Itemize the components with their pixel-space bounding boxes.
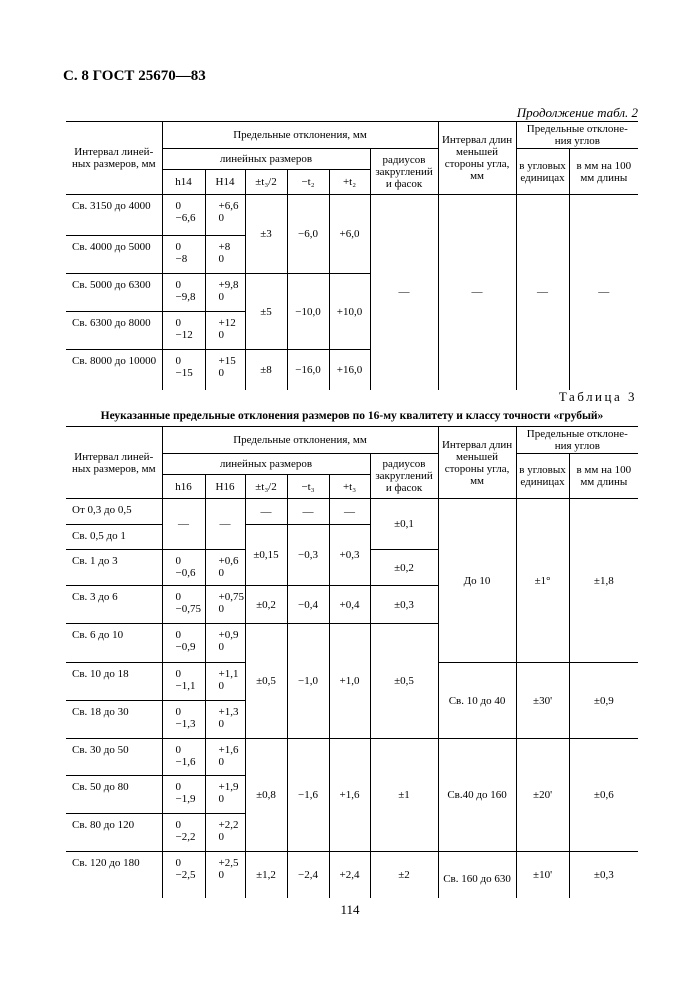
minus-cell: −2,4 (287, 852, 329, 898)
H16-cell: +0,75 0 (205, 586, 245, 624)
header-t3-half: ±t₃/2 (245, 475, 287, 499)
header-angle-units: в угловых единицах (516, 149, 569, 195)
row-interval: Св. 10 до 18 (66, 663, 162, 701)
H16-cell: +1,6 0 (205, 739, 245, 776)
table-3-title: Неуказанные предельные отклонения размеров по 16-му квалитету и классу точности «грубый» (100, 410, 604, 422)
h14-cell: 0 −6,6 (162, 195, 205, 236)
page-number: 114 (340, 902, 360, 917)
table-row (66, 852, 638, 898)
plus-cell: +1,6 (329, 739, 370, 852)
h14-cell: 0 −9,8 (162, 274, 205, 312)
h16-cell: 0 −1,9 (162, 776, 205, 814)
short-side-cell: До 10 (438, 499, 516, 663)
row-interval: Св. 8000 до 10000 (66, 350, 162, 390)
h16-cell: 0 −0,6 (162, 550, 205, 586)
minus-cell: −6,0 (287, 195, 329, 274)
angle-mm-cell: ±0,3 (593, 868, 614, 881)
table-row (66, 195, 638, 236)
H16-cell: +1,9 0 (205, 776, 245, 814)
H16-cell: +0,9 0 (205, 624, 245, 663)
angle-units-cell: ±30' (516, 663, 569, 739)
row-interval: Св. 1 до 3 (66, 550, 162, 586)
short-side-cell: Св. 160 до 630 (438, 852, 516, 898)
header-interval: Интервал линей-ных размеров, мм (66, 427, 162, 499)
h16-cell: 0 −2,5 (162, 852, 205, 898)
radius-cell: ±0,2 (370, 550, 438, 586)
h14-cell: 0 −8 (162, 236, 205, 274)
row-interval: Св. 3 до 6 (66, 586, 162, 624)
table-3 (66, 426, 638, 898)
angle-units-cell: ±20' (516, 739, 569, 852)
header-h16: h16 (162, 475, 205, 499)
minus-cell: −1,6 (287, 739, 329, 852)
row-interval: Св. 6 до 10 (66, 624, 162, 663)
header-limits: Предельные отклонения, мм (162, 427, 438, 454)
row-interval: Св. 0,5 до 1 (66, 525, 162, 550)
page-header: С. 8 ГОСТ 25670—83 (63, 68, 206, 84)
row-interval: Св. 5000 до 6300 (66, 274, 162, 312)
row-interval: Св. 6300 до 8000 (66, 312, 162, 350)
H14-cell: +15 0 (205, 350, 245, 390)
header-plus-t2: +t₂ (329, 170, 370, 195)
plus-cell: +16,0 (329, 350, 370, 390)
radius-cell: ±0,3 (370, 586, 438, 624)
h16-cell: 0 −1,1 (162, 663, 205, 701)
short-side-cell: Св.40 до 160 (438, 739, 516, 852)
H16-cell: +0,6 0 (205, 550, 245, 586)
row-interval: Св. 120 до 180 (66, 852, 162, 898)
header-linear: линейных размеров (162, 454, 370, 475)
plus-cell: +0,4 (329, 586, 370, 624)
row-interval: Св. 50 до 80 (66, 776, 162, 814)
row-interval: От 0,3 до 0,5 (66, 499, 162, 525)
short-side-cell: Св. 10 до 40 (438, 663, 516, 739)
radius-cell: ±1 (370, 739, 438, 852)
h14-cell: 0 −12 (162, 312, 205, 350)
t3-half-cell: ±0,2 (245, 586, 287, 624)
row-interval: Св. 4000 до 5000 (66, 236, 162, 274)
plus-cell: +2,4 (329, 852, 370, 898)
plus-cell: +0,3 (329, 525, 370, 586)
angle-mm-cell: — (598, 286, 610, 299)
t3-half-cell: ±5 (245, 274, 287, 350)
header-H16: H16 (205, 475, 245, 499)
H14-cell: +6,6 0 (205, 195, 245, 236)
t3-half-cell: ±0,5 (245, 624, 287, 739)
minus-cell: — (287, 499, 329, 525)
header-angle-units: в угловых единицах (516, 454, 569, 499)
h16-cell: 0 −0,75 (162, 586, 205, 624)
header-angle-mm: в мм на 100 мм длины (569, 454, 638, 499)
h16-cell: 0 −0,9 (162, 624, 205, 663)
t3-half-cell: ±3 (245, 195, 287, 274)
angle-units-cell: ±1° (516, 499, 569, 663)
radius-cell: ±0,5 (370, 624, 438, 739)
angle-units-cell: ±10' (516, 852, 569, 898)
header-short-side: Интервал длин меньшей стороны угла, мм (438, 427, 516, 499)
angle-mm-cell: ±0,6 (569, 739, 638, 852)
header-short-side: Интервал длин меньшей стороны угла, мм (438, 122, 516, 195)
h16-cell: 0 −1,3 (162, 701, 205, 739)
h16-cell: 0 −1,6 (162, 739, 205, 776)
table-row (66, 739, 638, 776)
h16-cell: 0 −2,2 (162, 814, 205, 852)
t3-half-cell: ±0,8 (245, 739, 287, 852)
row-interval: Св. 3150 до 4000 (66, 195, 162, 236)
row-interval: Св. 80 до 120 (66, 814, 162, 852)
continuation-label: Продолжение табл. 2 (516, 105, 638, 120)
angle-mm-cell: ±1,8 (569, 499, 638, 663)
row-interval: Св. 30 до 50 (66, 739, 162, 776)
plus-cell: +6,0 (329, 195, 370, 274)
radius-cell: — (370, 195, 438, 390)
minus-cell: −1,0 (287, 624, 329, 739)
H16-cell: +1,3 0 (205, 701, 245, 739)
header-radius: радиусов закруглений и фасок (370, 149, 438, 195)
table-3-label: Таблица 3 (558, 389, 637, 404)
H16-cell: +1,1 0 (205, 663, 245, 701)
table-2-continuation (66, 121, 638, 390)
plus-cell: +10,0 (329, 274, 370, 350)
minus-cell: −0,3 (287, 525, 329, 586)
header-linear: линейных размеров (162, 149, 370, 170)
header-angle-mm: в мм на 100 мм длины (569, 149, 638, 195)
header-minus-t2: −t₂ (287, 170, 329, 195)
header-h14: h14 (162, 170, 205, 195)
H16-cell: +2,2 0 (205, 814, 245, 852)
angle-mm-cell: ±0,9 (569, 663, 638, 739)
table-row (66, 499, 638, 525)
short-side-cell: — (438, 195, 516, 390)
H14-cell: +9,8 0 (205, 274, 245, 312)
header-minus-t3: −t₃ (287, 475, 329, 499)
header-plus-t3: +t₃ (329, 475, 370, 499)
H16-cell: — (205, 499, 245, 550)
header-limits: Предельные отклонения, мм (162, 122, 438, 149)
header-interval: Интервал линей-ных размеров, мм (66, 122, 162, 195)
h14-cell: 0 −15 (162, 350, 205, 390)
plus-cell: +1,0 (329, 624, 370, 739)
minus-cell: −0,4 (287, 586, 329, 624)
t3-half-cell: ±8 (245, 350, 287, 390)
header-t3-half: ±t₃/2 (245, 170, 287, 195)
header-radius: радиусов закруглений и фасок (370, 454, 438, 499)
radius-cell: ±2 (370, 852, 438, 898)
h16-cell: — (162, 499, 205, 550)
header-angle-limits: Предельные отклоне-ния углов (516, 122, 638, 149)
header-angle-limits: Предельные отклоне-ния углов (516, 427, 638, 454)
minus-cell: −10,0 (287, 274, 329, 350)
H14-cell: +8 0 (205, 236, 245, 274)
t3-half-cell: — (245, 499, 287, 525)
t3-half-cell: ±0,15 (245, 525, 287, 586)
t3-half-cell: ±1,2 (245, 852, 287, 898)
plus-cell: — (329, 499, 370, 525)
angle-units-cell: — (516, 195, 569, 390)
row-interval: Св. 18 до 30 (66, 701, 162, 739)
radius-cell: ±0,1 (370, 499, 438, 550)
minus-cell: −16,0 (287, 350, 329, 390)
H16-cell: +2,5 0 (205, 852, 245, 898)
header-H14: H14 (205, 170, 245, 195)
H14-cell: +12 0 (205, 312, 245, 350)
